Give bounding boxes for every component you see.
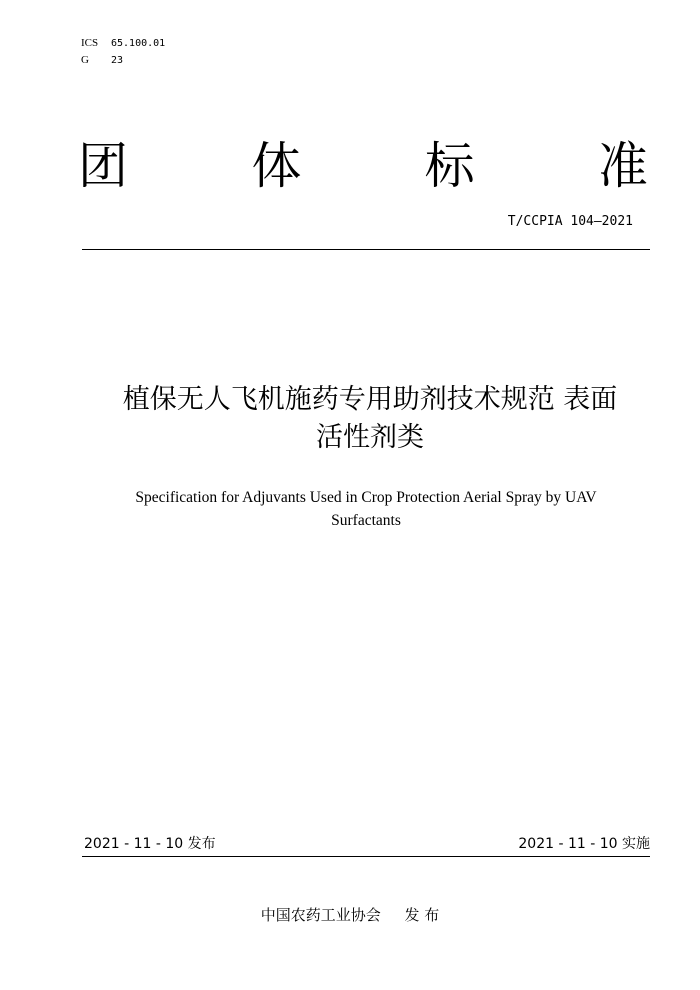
ccs-label: G [81, 54, 89, 66]
issue-date: 2021 - 11 - 10 发布 [84, 836, 216, 852]
document-type-char: 团 [78, 137, 128, 195]
document-type-heading [78, 136, 648, 196]
document-type-char: 准 [597, 137, 648, 195]
english-title [40, 486, 692, 532]
ics-row [81, 35, 165, 52]
ccs-row [81, 52, 165, 69]
classification-codes [81, 35, 165, 69]
document-type-char: 标 [424, 137, 475, 195]
ccs-value: 23 [111, 55, 124, 66]
chinese-title [60, 381, 680, 457]
english-title-line-2: Surfactants [331, 512, 401, 529]
implementation-date: 2021 - 11 - 10 实施 [518, 836, 650, 852]
publisher: 中国农药工业协会 发 布 [260, 906, 440, 924]
english-title-line-1: Specification for Adjuvants Used in Crop Protection Aerial Spray by UAV [135, 489, 597, 506]
chinese-title-line-1: 植保无人飞机施药专用助剂技术规范 表面 [122, 384, 618, 415]
chinese-title-line-2: 活性剂类 [316, 422, 424, 453]
ics-label: ICS [81, 37, 99, 49]
bottom-divider [82, 856, 650, 857]
ics-value: 65.100.01 [111, 38, 166, 49]
standard-number: T/CCPIA 104—2021 [507, 214, 633, 229]
document-type-char: 体 [251, 137, 302, 195]
top-divider [82, 249, 650, 250]
